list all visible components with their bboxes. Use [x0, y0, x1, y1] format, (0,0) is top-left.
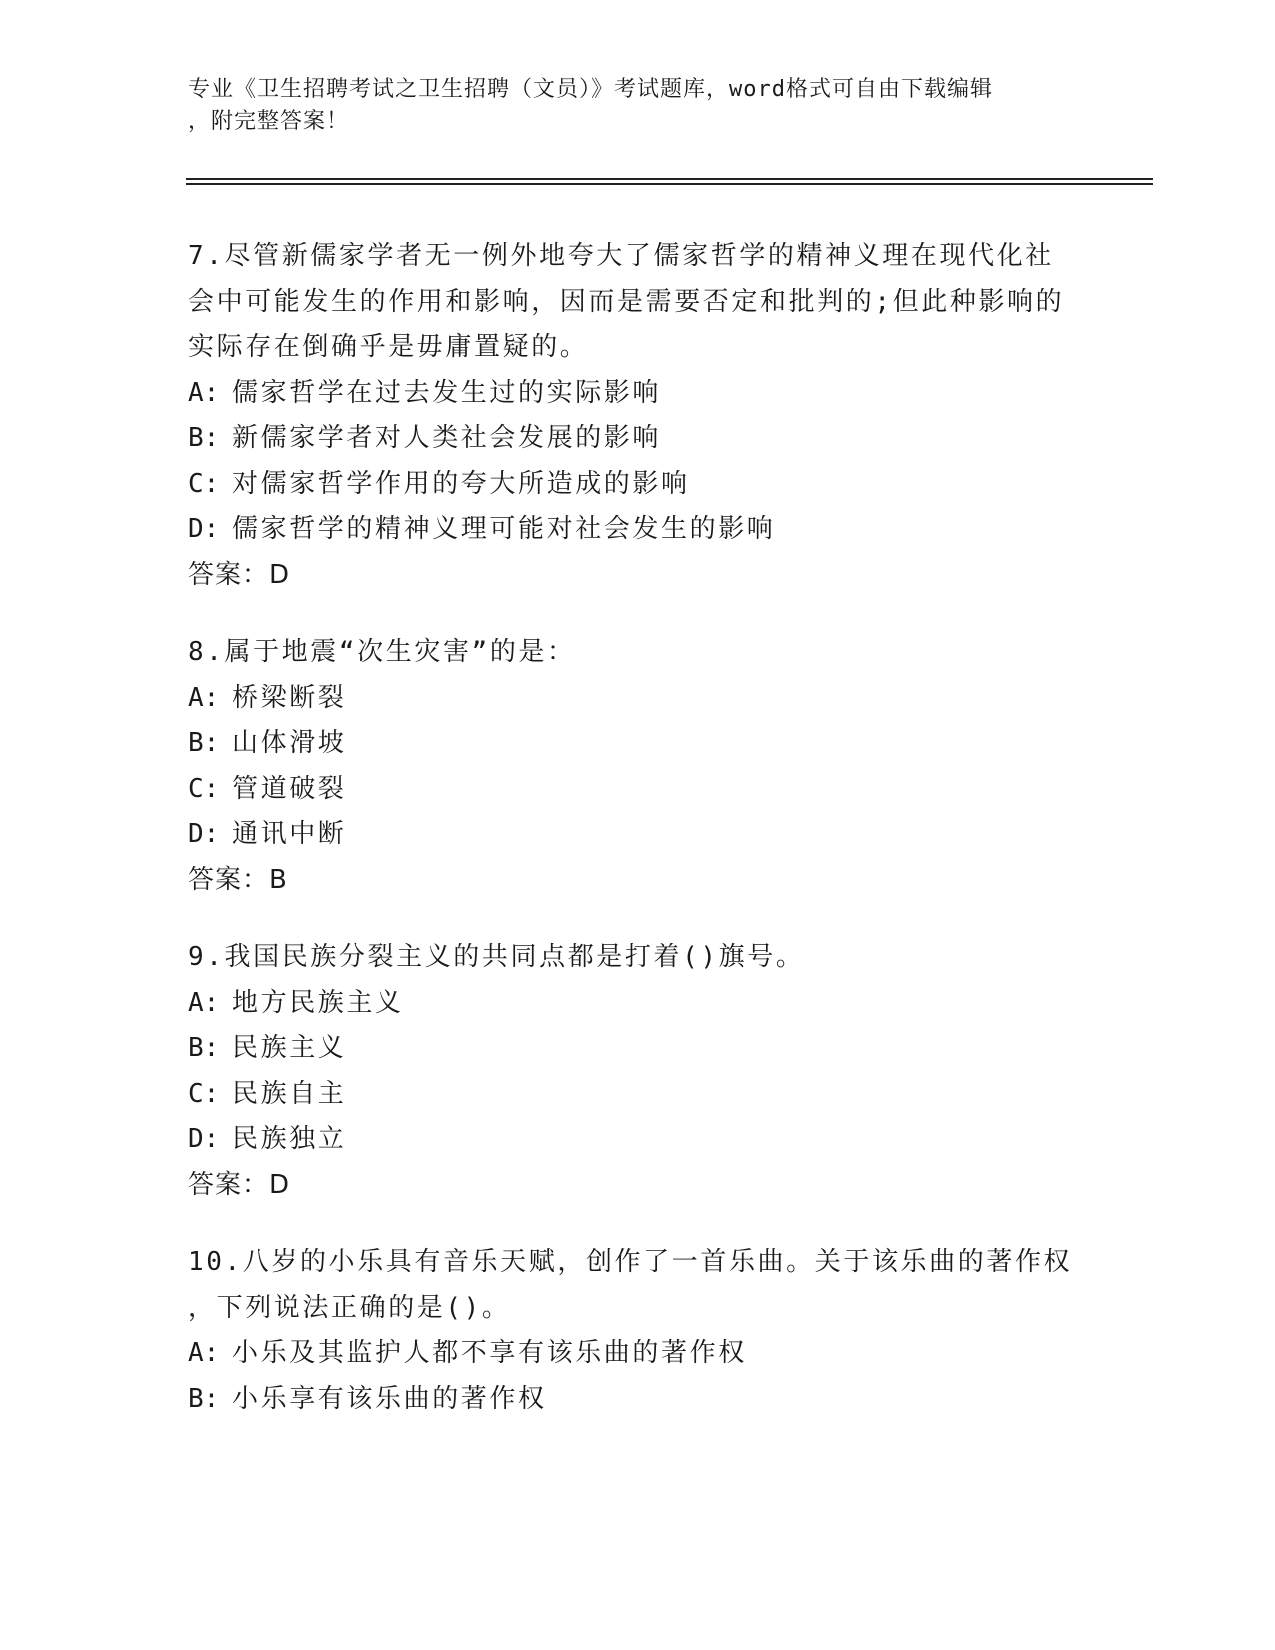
header-line-2: ，附完整答案！	[188, 109, 350, 134]
question-line: 实际存在倒确乎是毋庸置疑的。	[188, 332, 589, 362]
option-b	[188, 416, 1088, 462]
question-list	[188, 234, 1088, 1454]
option-text: 对儒家哲学作用的夸大所造成的影响	[232, 468, 690, 499]
option-c	[188, 462, 1088, 508]
question-text	[188, 234, 1088, 371]
option-text: 管道破裂	[232, 773, 347, 804]
header-divider-top	[186, 178, 1153, 180]
option-text: 民族主义	[232, 1033, 347, 1063]
option-text: 通讯中断	[232, 819, 347, 849]
option-d	[188, 812, 1088, 858]
header-divider-bottom	[186, 183, 1153, 185]
question-10	[188, 1240, 1088, 1422]
option-text: 民族自主	[232, 1078, 347, 1109]
option-a	[188, 981, 1088, 1027]
option-b	[188, 1377, 1088, 1423]
question-line: 8.属于地震“次生灾害”的是：	[188, 637, 576, 667]
option-letter: B:	[188, 423, 220, 453]
option-letter: A:	[188, 377, 220, 408]
option-letter: C:	[188, 773, 220, 804]
option-letter: B:	[188, 728, 220, 758]
option-text: 小乐及其监护人都不享有该乐曲的著作权	[232, 1338, 747, 1368]
option-text: 桥梁断裂	[232, 682, 347, 713]
option-text: 儒家哲学的精神义理可能对社会发生的影响	[232, 514, 776, 544]
option-letter: C:	[188, 468, 220, 499]
document-header	[188, 74, 1068, 138]
option-letter: A:	[188, 987, 220, 1018]
option-a	[188, 371, 1088, 417]
question-line: 7.尽管新儒家学者无一例外地夸大了儒家哲学的精神义理在现代化社	[188, 241, 1054, 271]
option-letter: B:	[188, 1033, 220, 1063]
option-c	[188, 1072, 1088, 1118]
option-letter: A:	[188, 1338, 220, 1368]
header-line-1: 专业《卫生招聘考试之卫生招聘（文员）》考试题库，word格式可自由下载编辑	[188, 77, 993, 102]
question-line: ，下列说法正确的是()。	[188, 1292, 511, 1323]
option-b	[188, 1026, 1088, 1072]
option-letter: A:	[188, 682, 220, 713]
option-text: 儒家哲学在过去发生过的实际影响	[232, 377, 662, 408]
option-letter: B:	[188, 1383, 220, 1414]
option-text: 小乐享有该乐曲的著作权	[232, 1383, 547, 1414]
question-line: 10.八岁的小乐具有音乐天赋，创作了一首乐曲。关于该乐曲的著作权	[188, 1247, 1073, 1277]
option-text: 新儒家学者对人类社会发展的影响	[232, 423, 662, 453]
option-text: 山体滑坡	[232, 728, 347, 758]
question-7	[188, 234, 1088, 598]
question-line: 会中可能发生的作用和影响，因而是需要否定和批判的;但此种影响的	[188, 286, 1065, 317]
option-letter: C:	[188, 1078, 220, 1109]
option-c	[188, 767, 1088, 813]
question-8	[188, 630, 1088, 903]
question-text	[188, 630, 1088, 676]
answer: 答案：D	[188, 559, 291, 590]
option-b	[188, 721, 1088, 767]
option-letter: D:	[188, 1124, 220, 1154]
answer: 答案：B	[188, 864, 288, 895]
question-text	[188, 935, 1088, 981]
question-line: 9.我国民族分裂主义的共同点都是打着()旗号。	[188, 942, 805, 972]
question-9	[188, 935, 1088, 1208]
option-letter: D:	[188, 819, 220, 849]
option-a	[188, 1331, 1088, 1377]
option-letter: D:	[188, 514, 220, 544]
question-text	[188, 1240, 1088, 1331]
answer: 答案：D	[188, 1169, 291, 1200]
option-text: 地方民族主义	[232, 987, 404, 1018]
option-d	[188, 1117, 1088, 1163]
option-d	[188, 507, 1088, 553]
option-a	[188, 676, 1088, 722]
option-text: 民族独立	[232, 1124, 347, 1154]
